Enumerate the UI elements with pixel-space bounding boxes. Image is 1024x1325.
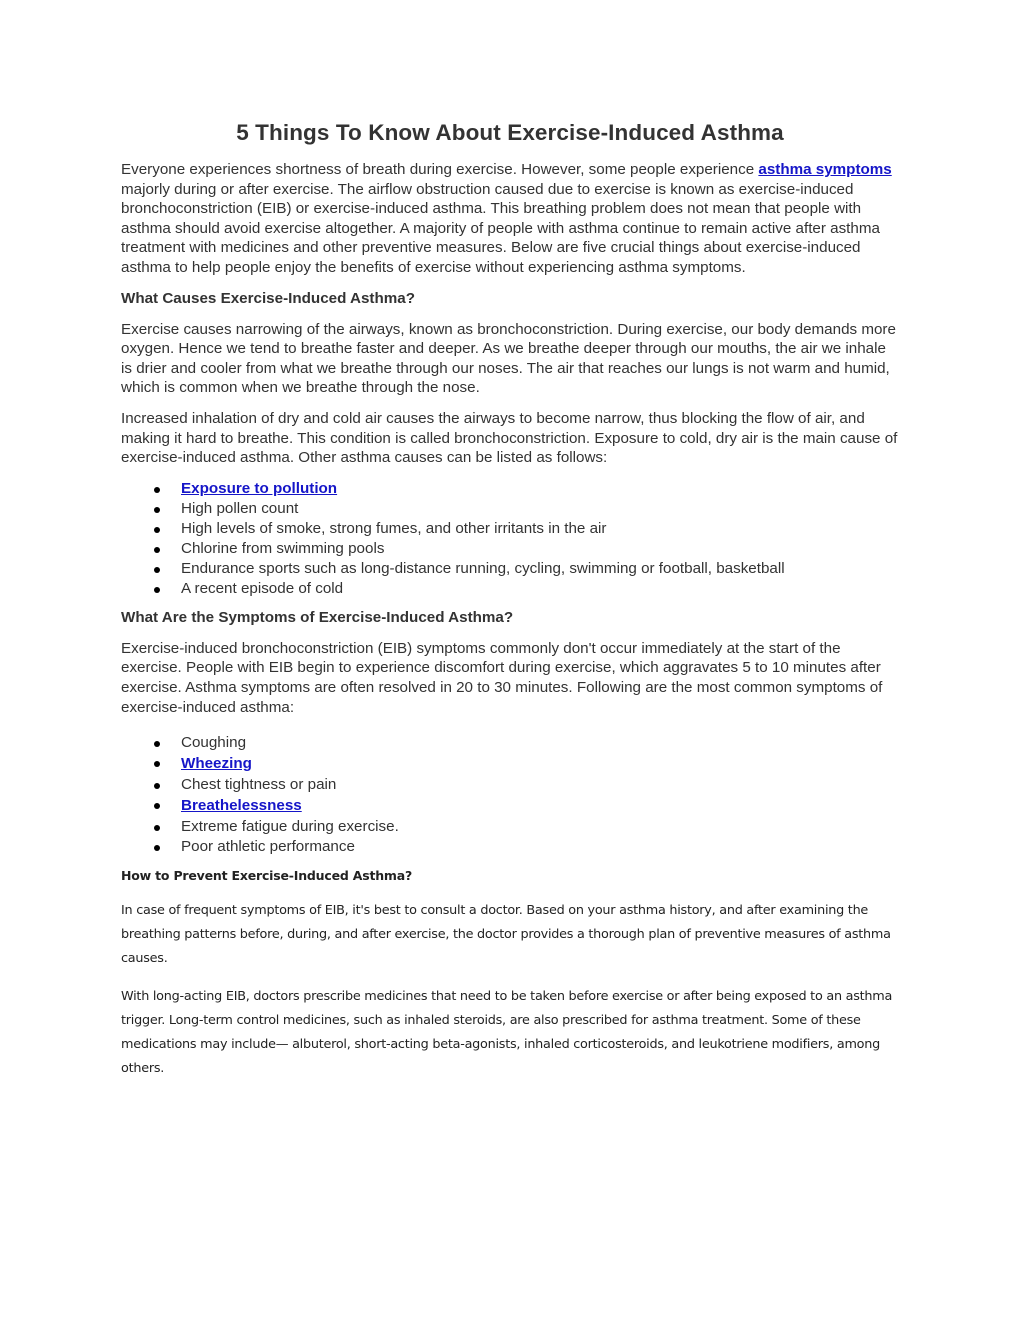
bullet-icon (154, 845, 160, 851)
symptoms-list (121, 733, 899, 857)
list-item-text: A recent episode of cold (181, 579, 344, 597)
list-item-text: Poor athletic performance (181, 838, 355, 856)
list-item-text: Extreme fatigue during exercise. (181, 818, 399, 836)
list-item (121, 579, 899, 599)
exposure-to-pollution-link[interactable]: Exposure to pollution (181, 479, 338, 497)
asthma-symptoms-link[interactable]: asthma symptoms (758, 161, 892, 178)
list-item (121, 775, 899, 795)
symptoms-heading: What Are the Symptoms of Exercise-Induced Asthma? (121, 608, 514, 626)
document-page (121, 118, 899, 1095)
causes-list (121, 479, 899, 599)
list-item-text: Chlorine from swimming pools (181, 539, 385, 557)
bullet-icon (154, 527, 160, 533)
list-item (121, 539, 899, 559)
bullet-icon (154, 761, 160, 767)
causes-paragraph-2: Increased inhalation of dry and cold air causes the airways to become narrow, thus blocking the flow of air, and making it hard to breathe. This condition is called bronchoconstriction. Exposure to cold, dry air is the main cause of exercise-induced asthma. Other asthma causes can be listed as follows: (121, 409, 898, 467)
list-item (121, 559, 899, 579)
bullet-icon (154, 825, 160, 831)
prevent-heading: How to Prevent Exercise-Induced Asthma? (121, 868, 413, 884)
causes-paragraph-1: Exercise causes narrowing of the airways, known as bronchoconstriction. During exercise, our body demands more oxygen. Hence we tend to breathe faster and deeper. As we breathe deeper through our mouths, the air we inhale is drier and cooler from what we breathe through our noses. The air that reaches our lungs is not warm and humid, which is common when we breathe through the nose. (121, 320, 896, 397)
bullet-icon (154, 803, 160, 809)
list-item (121, 795, 899, 817)
list-item (121, 817, 899, 837)
symptoms-paragraph: Exercise-induced bronchoconstriction (EIB) symptoms commonly don't occur immediately at the start of the exercise. People with EIB begin to experience discomfort during exercise, which aggravates 5 to 10 minutes after exercise. Asthma symptoms are often resolved in 20 to 30 minutes. Following are the most common symptoms of exercise-induced asthma: (121, 639, 883, 716)
bullet-icon (154, 783, 160, 789)
bullet-icon (154, 567, 160, 573)
bullet-icon (154, 507, 160, 513)
breathelessness-link[interactable]: Breathelessness (181, 797, 302, 815)
list-item (121, 519, 899, 539)
list-item-text: High levels of smoke, strong fumes, and other irritants in the air (181, 519, 607, 537)
intro-text-end: majorly during or after exercise. The airflow obstruction caused due to exercise is known as exercise-induced bronchoconstriction (EIB) or exercise-induced asthma. This breathing problem does not mean that people with asthma should avoid exercise altogether. A majority of people with asthma continue to remain active after asthma treatment with medicines and other preventive measures. Below are five crucial things about exercise-induced asthma to help people enjoy the benefits of exercise without experiencing asthma symptoms. (121, 180, 880, 276)
list-item (121, 837, 899, 857)
wheezing-link[interactable]: Wheezing (181, 755, 252, 773)
prevent-paragraph-2: With long-acting EIB, doctors prescribe medicines that need to be taken before exercise or after being exposed to an asthma trigger. Long-term control medicines, such as inhaled steroids, are also prescribed for asthma treatment. Some of these medications may include— albuterol, short-acting beta-agonists, inhaled corticosteroids, and leukotriene modifiers, among others. (121, 989, 893, 1077)
list-item-text: Coughing (181, 734, 247, 752)
bullet-icon (154, 587, 160, 593)
list-item (121, 753, 899, 775)
list-item (121, 499, 899, 519)
list-item-text: Chest tightness or pain (181, 776, 337, 794)
page-title: 5 Things To Know About Exercise-Induced Asthma (236, 120, 784, 145)
list-item (121, 479, 899, 499)
list-item-text: High pollen count (181, 499, 299, 517)
causes-heading: What Causes Exercise-Induced Asthma? (121, 289, 415, 307)
bullet-icon (154, 741, 160, 747)
bullet-icon (154, 487, 160, 493)
intro-text-start: Everyone experiences shortness of breath during exercise. However, some people experience (121, 161, 759, 178)
bullet-icon (154, 547, 160, 553)
prevent-paragraph-1: In case of frequent symptoms of EIB, it's best to consult a doctor. Based on your asthma history, and after examining the breathing patterns before, during, and after exercise, the doctor provides a thorough plan of preventive measures of asthma causes. (121, 903, 891, 967)
list-item-text: Endurance sports such as long-distance running, cycling, swimming or football, basketball (181, 559, 785, 577)
list-item (121, 733, 899, 753)
intro-paragraph (121, 160, 899, 278)
